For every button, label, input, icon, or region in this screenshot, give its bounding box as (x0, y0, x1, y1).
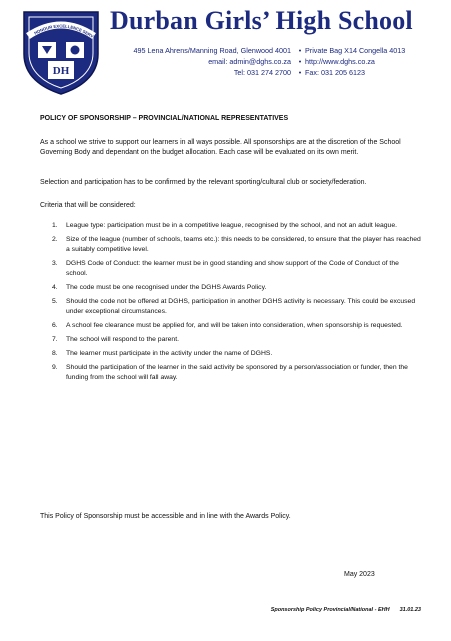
contact-block-left (134, 45, 291, 78)
criteria-number: 8. (52, 350, 58, 357)
criteria-text: The code must be one recognised under the DGHS Awards Policy. (66, 284, 267, 291)
criteria-number: 1. (52, 222, 58, 229)
crest-monogram: DH (52, 65, 70, 77)
crest-motto: HONOUR EXCELLENCE SERV (33, 23, 95, 39)
criteria-text: A school fee clearance must be applied for, and will be taken into consideration, when sponsorship is requested. (66, 322, 403, 329)
criteria-text: League type: participation must be in a competitive league, recognised by the school, and not an adult league. (66, 222, 398, 229)
bullet-3: • (298, 68, 302, 77)
criteria-text: The school will respond to the parent. (66, 336, 179, 343)
school-name-heading: Durban Girls’ High School (110, 6, 413, 35)
criteria-number: 5. (52, 298, 58, 305)
criteria-number: 3. (52, 260, 58, 267)
criteria-number: 6. (52, 322, 58, 329)
footer-label: Sponsorship Policy Provincial/National - EHH (270, 607, 390, 613)
criteria-number: 7. (52, 336, 58, 343)
contact-block-right (305, 45, 405, 78)
criteria-text: The learner must participate in the activity under the name of DGHS. (66, 350, 273, 357)
email-address: email: admin@dghs.co.za (208, 57, 291, 66)
criteria-item (52, 259, 422, 279)
document-date: May 2023 (344, 571, 375, 578)
criteria-heading: Criteria that will be considered: (40, 202, 136, 209)
criteria-item (52, 321, 422, 331)
website-address: http://www.dghs.co.za (305, 57, 375, 66)
criteria-item (52, 349, 422, 359)
criteria-number: 2. (52, 236, 58, 243)
criteria-text: Should the code not be offered at DGHS, participation in another DGHS activity is necessary. This could be excused under exceptional circumstances. (66, 298, 416, 315)
criteria-item (52, 363, 422, 383)
footer-code: 31.01.23 (399, 607, 421, 613)
criteria-item (52, 235, 422, 255)
criteria-text: Should the participation of the learner in the said activity be sponsored by a person/association or funder, then the funding from the school will fall away. (66, 364, 408, 381)
school-crest-logo (20, 8, 102, 96)
telephone-number: Tel: 031 274 2700 (233, 68, 291, 77)
bullet-1: • (298, 46, 302, 55)
criteria-item (52, 221, 422, 231)
selection-paragraph: Selection and participation has to be confirmed by the relevant sporting/cultural club or society/federation. (40, 179, 367, 186)
page-footer (261, 607, 421, 613)
policy-title: POLICY OF SPONSORSHIP – PROVINCIAL/NATIONAL REPRESENTATIVES (40, 115, 289, 122)
criteria-item (52, 283, 422, 293)
criteria-number: 9. (52, 364, 58, 371)
intro-paragraph: As a school we strive to support our learners in all ways possible. All sponsorships are at the discretion of the School Governing Body and dependant on the budget allocation. Each case will be evaluated on its own merit. (40, 139, 401, 156)
criteria-item (52, 297, 422, 317)
contact-bullets (296, 45, 304, 78)
criteria-text: DGHS Code of Conduct: the learner must be in good standing and show support of the Code of Conduct of the school. (66, 260, 399, 277)
bullet-2: • (298, 57, 302, 66)
fax-number: Fax: 031 205 6123 (305, 68, 365, 77)
criteria-list (52, 221, 422, 387)
postal-address: Private Bag X14 Congella 4013 (305, 46, 406, 55)
criteria-item (52, 335, 422, 345)
criteria-number: 4. (52, 284, 58, 291)
criteria-text: Size of the league (number of schools, teams etc.): this needs to be considered, to ensure that the player has reached a suitably competitive level. (66, 236, 421, 253)
closing-statement: This Policy of Sponsorship must be accessible and in line with the Awards Policy. (40, 513, 291, 520)
street-address: 495 Lena Ahrens/Manning Road, Glenwood 4001 (133, 46, 291, 55)
